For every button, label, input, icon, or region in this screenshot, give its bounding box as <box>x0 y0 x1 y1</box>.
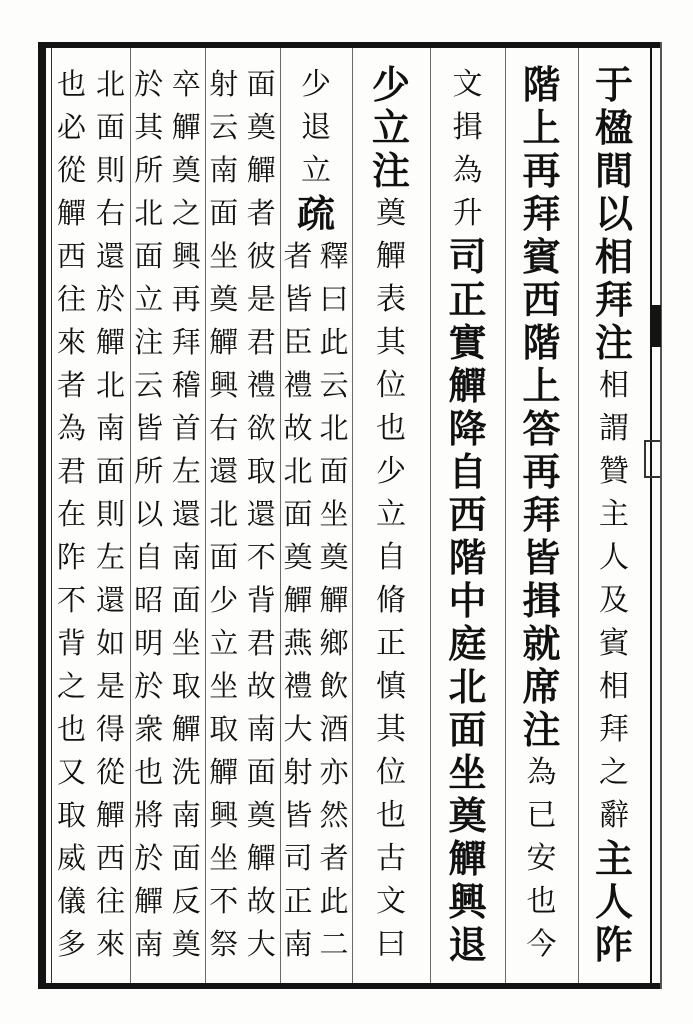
glyph: 則 <box>95 153 125 187</box>
glyph: 奠 <box>448 793 487 838</box>
glyph: 大 <box>246 927 276 961</box>
glyph: 燕 <box>283 626 313 660</box>
glyph: 者 <box>56 368 86 402</box>
glyph: 還 <box>95 239 125 273</box>
glyph: 北 <box>319 411 349 445</box>
glyph: 酒 <box>319 712 349 746</box>
glyph: 君 <box>246 626 276 660</box>
column-7 <box>130 63 205 966</box>
glyph: 文 <box>452 67 483 102</box>
glyph: 實 <box>448 320 487 365</box>
glyph: 面 <box>134 239 164 273</box>
glyph: 彼 <box>246 239 276 273</box>
glyph: 觶 <box>376 239 406 274</box>
subcommentary-marker <box>280 192 352 235</box>
column-5 <box>280 63 352 966</box>
glyph: 南 <box>209 153 239 187</box>
main-text <box>578 837 650 966</box>
glyph: 安 <box>526 841 557 876</box>
glyph: 升 <box>452 196 483 231</box>
glyph: 正 <box>448 277 487 322</box>
glyph: 揖 <box>522 578 561 623</box>
glyph: 還 <box>246 497 276 531</box>
glyph: 南 <box>246 712 276 746</box>
glyph: 慎 <box>376 669 406 704</box>
glyph: 庭 <box>448 621 487 666</box>
glyph: 坐 <box>209 239 239 273</box>
glyph: 南 <box>171 540 201 574</box>
glyph: 多 <box>56 927 86 961</box>
glyph: 所 <box>134 454 164 488</box>
glyph: 還 <box>209 454 239 488</box>
glyph: 於 <box>134 841 164 875</box>
subcommentary-block <box>205 63 280 966</box>
glyph: 觶 <box>246 153 276 187</box>
glyph: 觶 <box>134 884 164 918</box>
glyph: 拜 <box>171 325 201 359</box>
glyph: 射 <box>283 755 313 789</box>
glyph: 面 <box>246 755 276 789</box>
glyph: 北 <box>134 196 164 230</box>
glyph: 奠 <box>283 540 313 574</box>
glyph: 席 <box>522 664 561 709</box>
glyph: 其 <box>134 110 164 144</box>
glyph: 云 <box>134 368 164 402</box>
glyph: 于 <box>594 62 633 107</box>
glyph: 注 <box>371 148 410 193</box>
glyph: 相 <box>594 234 633 279</box>
glyph: 也 <box>526 884 557 919</box>
glyph: 正 <box>283 884 313 918</box>
glyph: 主 <box>599 497 629 532</box>
glyph: 觶 <box>171 110 201 144</box>
glyph: 再 <box>171 282 201 316</box>
glyph: 也 <box>376 798 406 833</box>
glyph: 不 <box>56 583 86 617</box>
glyph: 西 <box>448 492 487 537</box>
glyph: 祭 <box>209 927 239 961</box>
commentary-note <box>280 63 352 192</box>
glyph: 昭 <box>134 583 164 617</box>
commentary-note <box>578 364 650 837</box>
glyph: 自 <box>134 540 164 574</box>
glyph: 亦 <box>319 755 349 789</box>
glyph: 故 <box>283 411 313 445</box>
glyph: 南 <box>134 927 164 961</box>
glyph: 禮 <box>283 669 313 703</box>
glyph: 奠 <box>209 282 239 316</box>
subcommentary-left <box>130 63 168 966</box>
glyph: 不 <box>246 540 276 574</box>
glyph: 拜 <box>522 492 561 537</box>
glyph: 威 <box>56 841 86 875</box>
glyph: 坐 <box>448 750 487 795</box>
glyph: 相 <box>599 669 629 704</box>
glyph: 者 <box>319 841 349 875</box>
glyph: 觶 <box>448 836 487 881</box>
glyph: 者 <box>246 196 276 230</box>
glyph: 文 <box>376 884 406 919</box>
glyph: 於 <box>134 669 164 703</box>
glyph: 相 <box>599 368 629 403</box>
glyph: 少 <box>371 62 410 107</box>
glyph: 面 <box>246 67 276 101</box>
glyph: 人 <box>599 540 629 575</box>
glyph: 還 <box>171 497 201 531</box>
frame-left-border <box>38 42 46 989</box>
glyph: 自 <box>448 449 487 494</box>
glyph: 稽 <box>171 368 201 402</box>
main-text <box>430 235 505 966</box>
glyph: 所 <box>134 153 164 187</box>
glyph: 左 <box>95 540 125 574</box>
column-1 <box>578 63 650 966</box>
glyph: 為 <box>452 153 483 188</box>
glyph: 也 <box>376 411 406 446</box>
subcommentary-right <box>91 63 130 966</box>
subcommentary-right <box>168 63 206 966</box>
glyph: 位 <box>376 755 406 790</box>
glyph: 阼 <box>56 540 86 574</box>
glyph: 面 <box>448 707 487 752</box>
glyph: 楹 <box>594 105 633 150</box>
glyph: 還 <box>95 583 125 617</box>
glyph: 興 <box>209 368 239 402</box>
glyph: 大 <box>283 712 313 746</box>
glyph: 面 <box>209 540 239 574</box>
glyph: 南 <box>283 927 313 961</box>
glyph: 又 <box>56 755 86 789</box>
glyph: 辭 <box>599 798 629 833</box>
glyph: 西 <box>56 239 86 273</box>
glyph: 拜 <box>594 277 633 322</box>
glyph: 觶 <box>246 841 276 875</box>
glyph: 司 <box>448 234 487 279</box>
subcommentary-block <box>130 63 205 966</box>
glyph: 奠 <box>246 798 276 832</box>
glyph: 阼 <box>594 922 633 967</box>
glyph: 卒 <box>171 67 201 101</box>
glyph: 禮 <box>283 368 313 402</box>
glyph: 坐 <box>319 497 349 531</box>
glyph: 今 <box>526 927 557 962</box>
glyph: 少 <box>376 454 406 489</box>
glyph: 上 <box>522 363 561 408</box>
glyph: 古 <box>376 841 406 876</box>
glyph: 少 <box>301 67 331 102</box>
glyph: 此 <box>319 884 349 918</box>
glyph: 飲 <box>319 669 349 703</box>
glyph: 往 <box>95 884 125 918</box>
glyph: 取 <box>246 454 276 488</box>
glyph: 於 <box>95 282 125 316</box>
commentary-note <box>505 751 578 966</box>
glyph: 立 <box>301 153 331 188</box>
glyph: 釋 <box>319 239 349 273</box>
glyph: 北 <box>448 664 487 709</box>
glyph: 南 <box>95 411 125 445</box>
subcommentary-left <box>280 235 316 966</box>
glyph: 觶 <box>209 325 239 359</box>
glyph: 謂 <box>599 411 629 446</box>
glyph: 云 <box>209 110 239 144</box>
glyph: 左 <box>171 454 201 488</box>
glyph: 立 <box>376 497 406 532</box>
glyph: 明 <box>134 626 164 660</box>
column-6 <box>205 63 280 966</box>
subcommentary-left <box>205 63 243 966</box>
glyph: 以 <box>594 191 633 236</box>
glyph: 之 <box>599 755 629 790</box>
glyph: 西 <box>522 277 561 322</box>
glyph: 贊 <box>599 454 629 489</box>
glyph: 北 <box>209 497 239 531</box>
column-2 <box>505 63 578 966</box>
glyph: 背 <box>56 626 86 660</box>
glyph: 也 <box>56 67 86 101</box>
glyph: 得 <box>95 712 125 746</box>
glyph: 以 <box>134 497 164 531</box>
glyph: 北 <box>95 368 125 402</box>
subcommentary-right <box>243 63 281 966</box>
glyph: 奠 <box>319 540 349 574</box>
glyph: 正 <box>376 626 406 661</box>
glyph: 取 <box>209 712 239 746</box>
glyph: 拜 <box>522 191 561 236</box>
glyph: 君 <box>56 454 86 488</box>
glyph: 自 <box>376 540 406 575</box>
glyph: 鄉 <box>319 626 349 660</box>
glyph: 故 <box>246 884 276 918</box>
glyph: 則 <box>95 497 125 531</box>
glyph: 興 <box>209 798 239 832</box>
glyph: 不 <box>209 884 239 918</box>
glyph: 然 <box>319 798 349 832</box>
glyph: 之 <box>56 669 86 703</box>
glyph: 二 <box>319 927 349 961</box>
glyph: 上 <box>522 105 561 150</box>
glyph: 觶 <box>283 583 313 617</box>
glyph: 坐 <box>209 841 239 875</box>
glyph: 坐 <box>209 669 239 703</box>
subcommentary-block <box>52 63 130 966</box>
glyph: 其 <box>376 325 406 360</box>
glyph: 臣 <box>283 325 313 359</box>
glyph: 觶 <box>56 196 86 230</box>
glyph: 再 <box>522 148 561 193</box>
glyph: 脩 <box>376 583 406 618</box>
glyph: 曰 <box>319 282 349 316</box>
glyph: 來 <box>95 927 125 961</box>
main-text <box>505 63 578 751</box>
glyph: 反 <box>171 884 201 918</box>
glyph: 階 <box>522 62 561 107</box>
glyph: 退 <box>301 110 331 145</box>
glyph: 面 <box>209 196 239 230</box>
glyph: 如 <box>95 626 125 660</box>
glyph: 也 <box>134 755 164 789</box>
glyph: 取 <box>56 798 86 832</box>
glyph: 注 <box>134 325 164 359</box>
glyph: 少 <box>209 583 239 617</box>
glyph: 疏 <box>296 191 335 236</box>
glyph: 奠 <box>171 153 201 187</box>
frame-right-border <box>650 42 652 989</box>
glyph: 皆 <box>283 798 313 832</box>
glyph: 面 <box>95 110 125 144</box>
column-4 <box>352 63 430 966</box>
glyph: 坐 <box>171 626 201 660</box>
glyph: 奠 <box>246 110 276 144</box>
main-text <box>352 63 430 192</box>
glyph: 面 <box>283 497 313 531</box>
glyph: 已 <box>526 798 557 833</box>
glyph: 興 <box>171 239 201 273</box>
glyph: 君 <box>246 325 276 359</box>
glyph: 故 <box>246 669 276 703</box>
glyph: 階 <box>448 535 487 580</box>
glyph: 背 <box>246 583 276 617</box>
commentary-note <box>352 192 430 966</box>
glyph: 必 <box>56 110 86 144</box>
subcommentary-left <box>52 63 91 966</box>
glyph: 間 <box>594 148 633 193</box>
glyph: 曰 <box>376 927 406 962</box>
glyph: 此 <box>319 325 349 359</box>
glyph: 來 <box>56 325 86 359</box>
glyph: 觶 <box>95 325 125 359</box>
glyph: 首 <box>171 411 201 445</box>
glyph: 北 <box>283 454 313 488</box>
main-text <box>578 63 650 364</box>
glyph: 在 <box>56 497 86 531</box>
glyph: 觶 <box>319 583 349 617</box>
glyph: 觶 <box>171 712 201 746</box>
glyph: 觶 <box>209 755 239 789</box>
glyph: 北 <box>95 67 125 101</box>
glyph: 南 <box>171 798 201 832</box>
glyph: 往 <box>56 282 86 316</box>
glyph: 是 <box>95 669 125 703</box>
frame-bottom-border <box>38 983 662 989</box>
glyph: 立 <box>371 105 410 150</box>
glyph: 儀 <box>56 884 86 918</box>
glyph: 興 <box>448 879 487 924</box>
glyph: 面 <box>171 841 201 875</box>
glyph: 觶 <box>95 798 125 832</box>
glyph: 於 <box>134 67 164 101</box>
glyph: 衆 <box>134 712 164 746</box>
glyph: 揖 <box>452 110 483 145</box>
glyph: 皆 <box>522 535 561 580</box>
glyph: 及 <box>599 583 629 618</box>
glyph: 立 <box>209 626 239 660</box>
commentary-note <box>430 63 505 235</box>
glyph: 欲 <box>246 411 276 445</box>
glyph: 觶 <box>448 363 487 408</box>
glyph: 云 <box>319 368 349 402</box>
glyph: 降 <box>448 406 487 451</box>
glyph: 拜 <box>599 712 629 747</box>
column-8 <box>52 63 130 966</box>
glyph: 階 <box>522 320 561 365</box>
subcommentary-right <box>316 235 352 966</box>
glyph: 賓 <box>522 234 561 279</box>
glyph: 為 <box>526 755 557 790</box>
glyph: 皆 <box>134 411 164 445</box>
glyph: 中 <box>448 578 487 623</box>
glyph: 奠 <box>171 927 201 961</box>
glyph: 是 <box>246 282 276 316</box>
glyph: 就 <box>522 621 561 666</box>
frame-top-border <box>38 42 662 48</box>
glyph: 立 <box>134 282 164 316</box>
glyph: 賓 <box>599 626 629 661</box>
column-3 <box>430 63 505 966</box>
fold-edge-line <box>660 42 662 989</box>
fold-tab-mark <box>652 305 661 347</box>
glyph: 注 <box>594 320 633 365</box>
glyph: 退 <box>448 922 487 967</box>
subcommentary-block <box>280 235 352 966</box>
glyph: 從 <box>56 153 86 187</box>
glyph: 其 <box>376 712 406 747</box>
glyph: 再 <box>522 449 561 494</box>
glyph: 面 <box>95 454 125 488</box>
glyph: 司 <box>283 841 313 875</box>
glyph: 射 <box>209 67 239 101</box>
glyph: 也 <box>56 712 86 746</box>
glyph: 注 <box>522 707 561 752</box>
glyph: 洗 <box>171 755 201 789</box>
glyph: 皆 <box>283 282 313 316</box>
glyph: 將 <box>134 798 164 832</box>
glyph: 人 <box>594 879 633 924</box>
glyph: 右 <box>95 196 125 230</box>
glyph: 西 <box>95 841 125 875</box>
glyph: 表 <box>376 282 406 317</box>
glyph: 面 <box>319 454 349 488</box>
glyph: 奠 <box>376 196 406 231</box>
glyph: 取 <box>171 669 201 703</box>
glyph: 從 <box>95 755 125 789</box>
glyph: 面 <box>171 583 201 617</box>
glyph: 答 <box>522 406 561 451</box>
glyph: 位 <box>376 368 406 403</box>
glyph: 之 <box>171 196 201 230</box>
glyph: 者 <box>283 239 313 273</box>
glyph: 主 <box>594 836 633 881</box>
glyph: 禮 <box>246 368 276 402</box>
glyph: 為 <box>56 411 86 445</box>
glyph: 右 <box>209 411 239 445</box>
